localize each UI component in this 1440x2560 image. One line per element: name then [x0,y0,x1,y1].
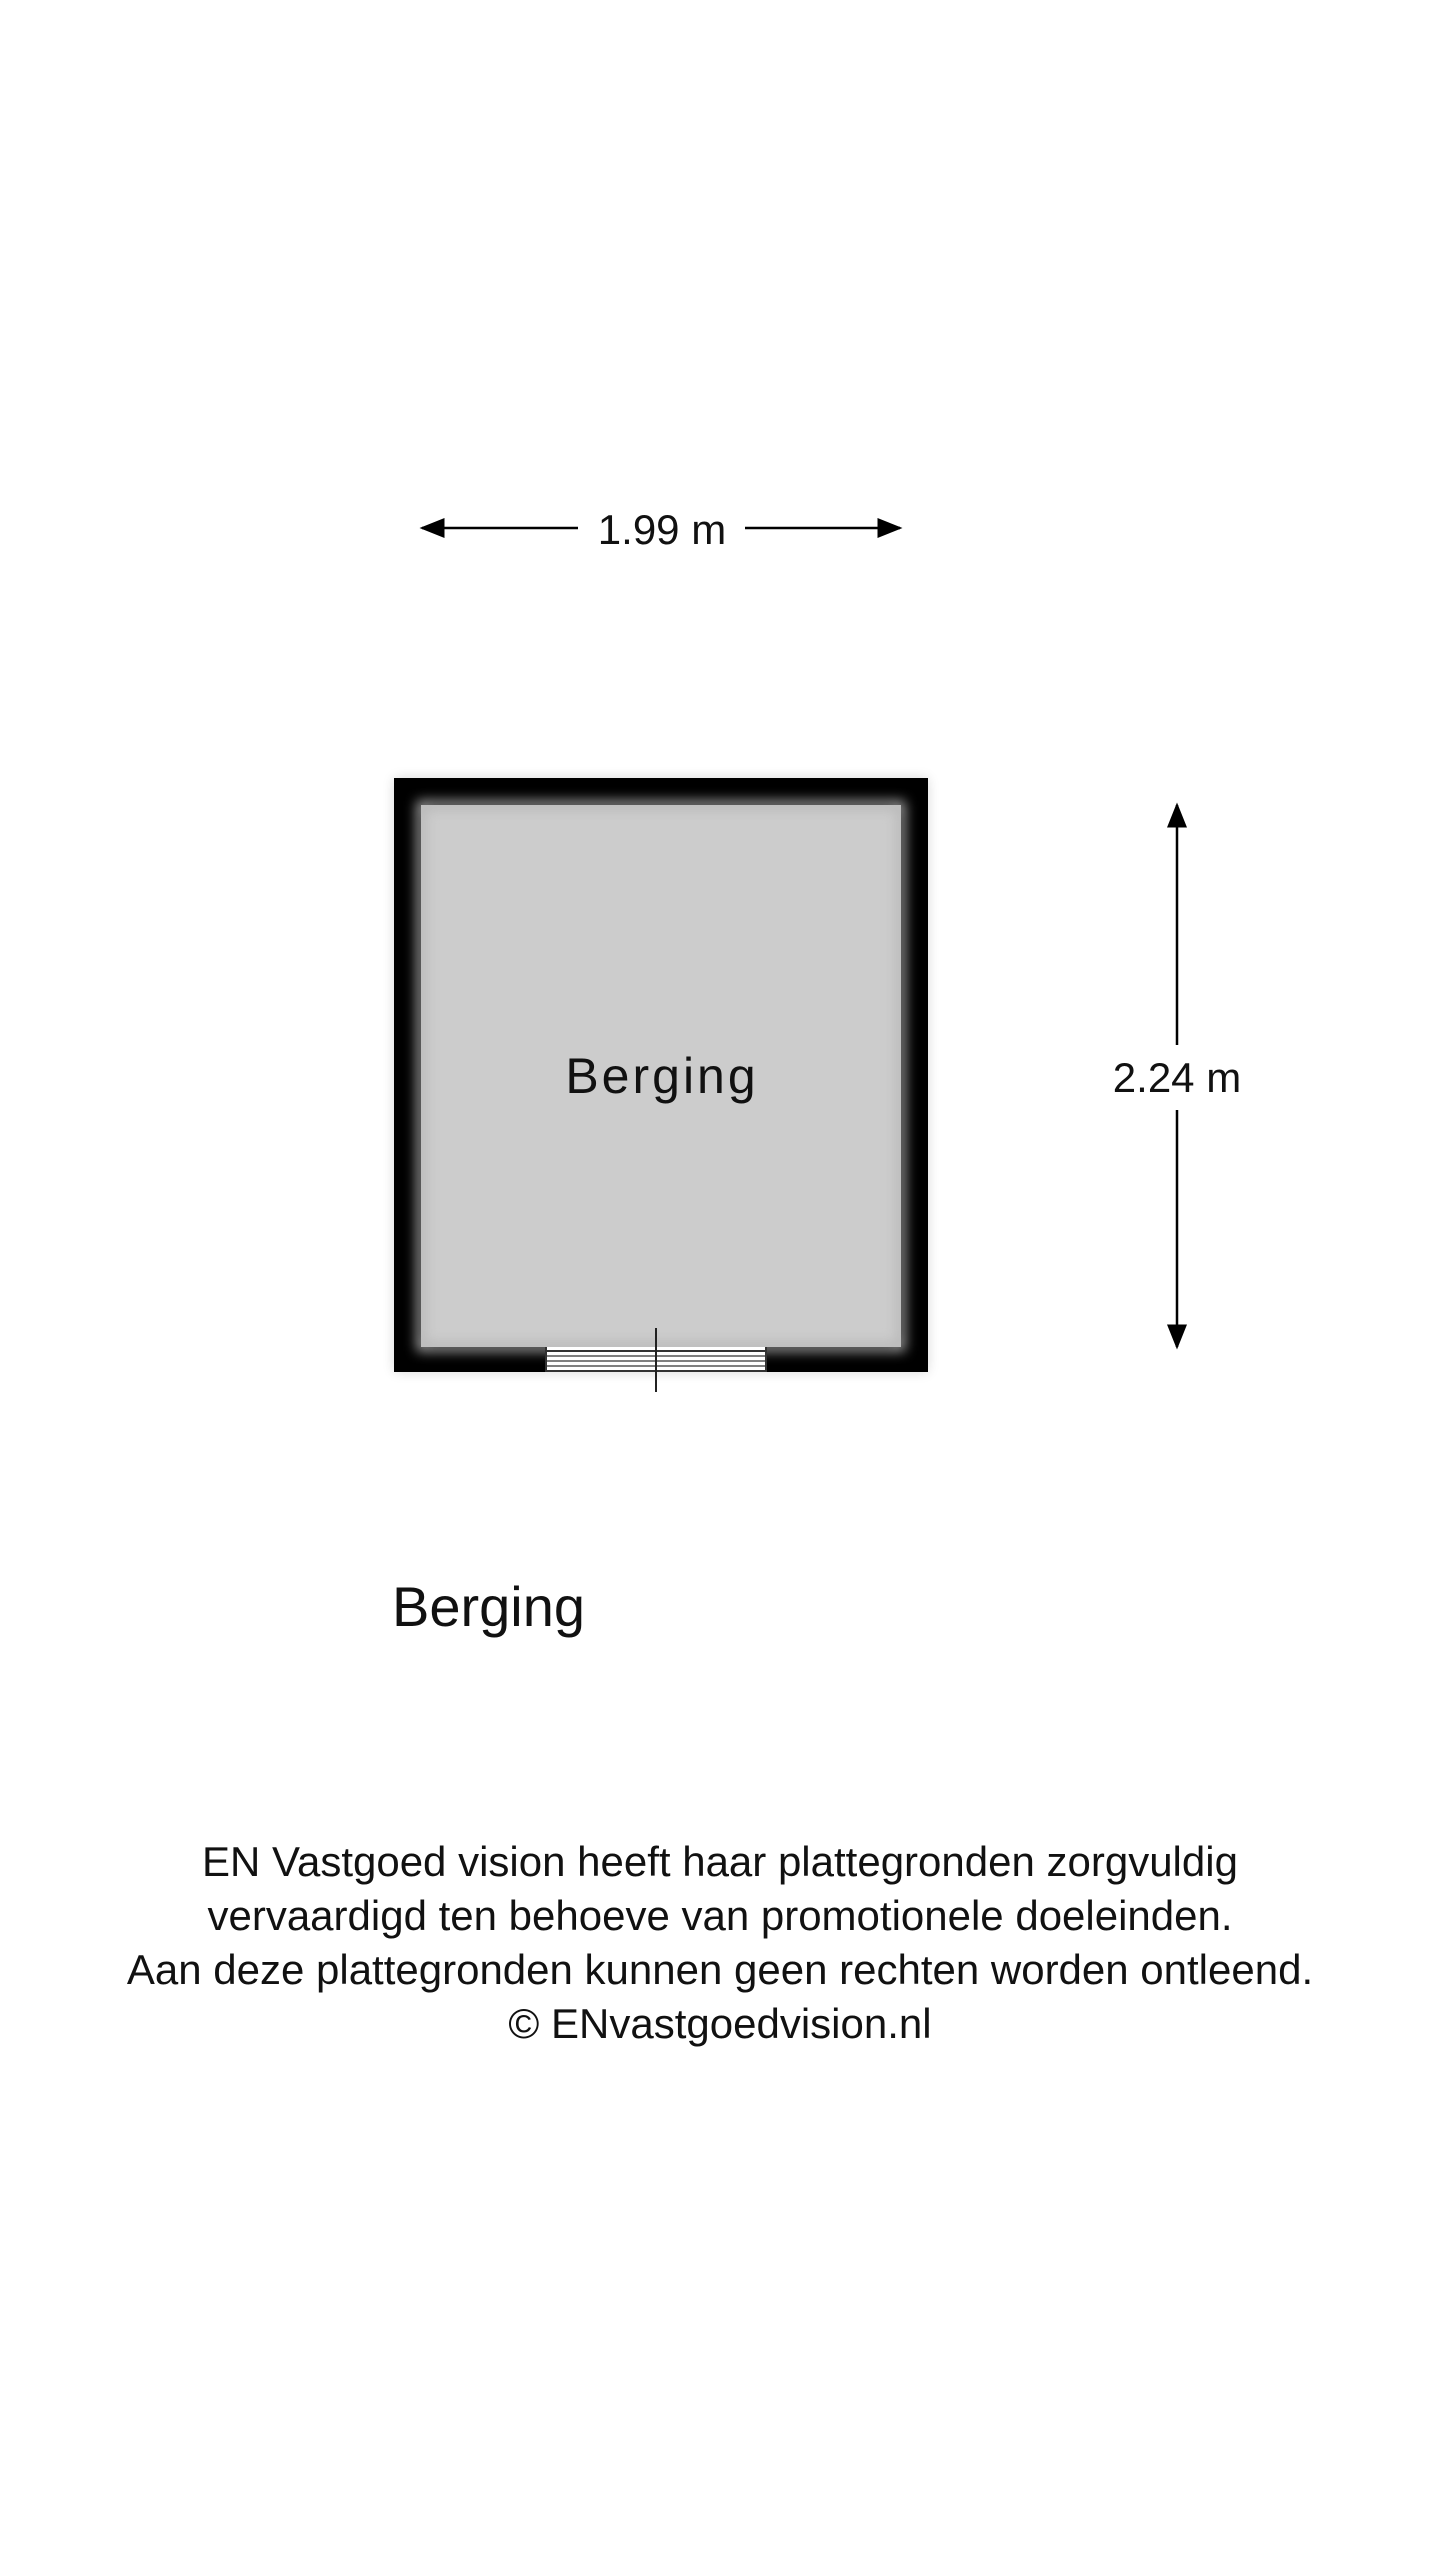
width-dimension-label: 1.99 m [597,506,727,553]
width-dimension [422,506,900,553]
floor-title: Berging [392,1575,586,1638]
disclaimer-line-3: Aan deze plattegronden kunnen geen rechten worden ontleend. [126,1946,1314,1993]
depth-dimension-label: 2.24 m [1112,1054,1242,1101]
disclaimer-line-2: vervaardigd ten behoeve van promotionele doeleinden. [207,1892,1233,1939]
room-berging [394,778,928,1392]
disclaimer-line-1: EN Vastgoed vision heeft haar plattegronden zorgvuldig [202,1838,1238,1885]
disclaimer-line-4: © ENvastgoedvision.nl [508,2000,932,2047]
room-label: Berging [565,1048,759,1104]
disclaimer [0,1835,1440,2051]
depth-dimension [1113,805,1241,1347]
